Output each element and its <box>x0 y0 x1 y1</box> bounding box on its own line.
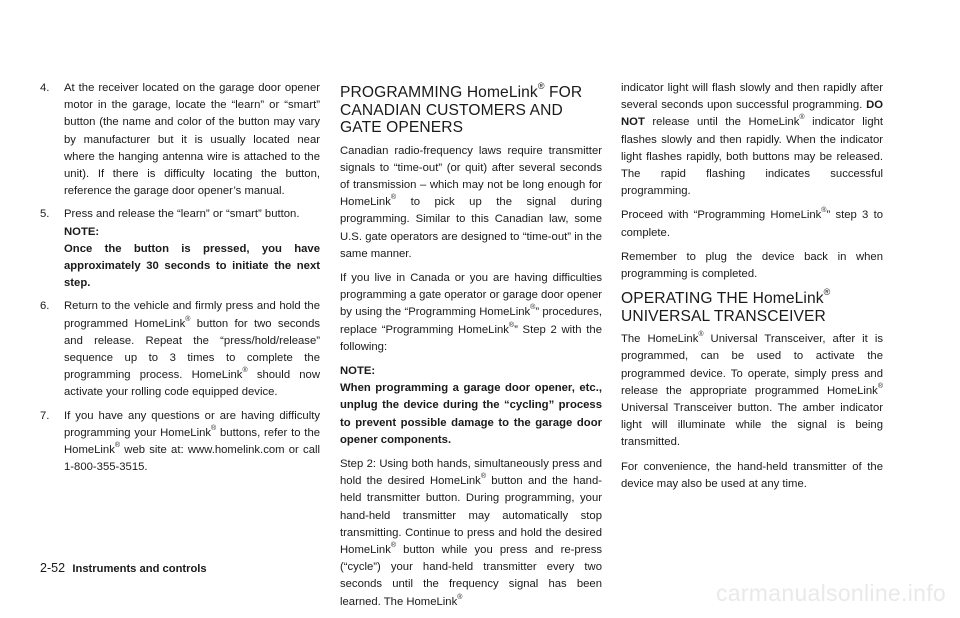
list-text: Return to the vehicle and firmly press and hold the programmed HomeLink® button for two seconds and release. Repeat the “press/hold/release” sequence up to 3 times to complete the programming process. HomeLink® should now activate your rolling code equipped device. <box>64 300 320 399</box>
page-footer <box>40 561 207 575</box>
watermark: carmanualsonline.info <box>715 580 946 606</box>
section-heading-canadian: PROGRAMMING HomeLink® FOR CANADIAN CUSTOMERS AND GATE OPENERS <box>340 81 583 136</box>
list-item-6 <box>40 298 320 401</box>
column-right <box>621 80 883 500</box>
paragraph: If you live in Canada or you are having difficulties programming a gate operator or garage door opener by using the “Programming HomeLink®” procedures, replace “Programming HomeLink®” Step 2 with the following: <box>340 271 602 353</box>
paragraph: Remember to plug the device back in when programming is completed. <box>621 250 883 281</box>
paragraph: The HomeLink® Universal Transceiver, after it is programmed, can be used to activate the programmed device. To operate, simply press and release the appropriate programmed HomeLink® Universal Transceiver button. The amber indicator light will illuminate while the signal is being transmitted. <box>621 331 883 449</box>
list-item-7 <box>40 408 320 477</box>
list-number: 4. <box>40 82 50 94</box>
list-number: 7. <box>40 409 50 422</box>
note-label: NOTE: <box>64 225 100 238</box>
paragraph: Proceed with “Programming HomeLink®” step 3 to complete. <box>621 207 883 239</box>
note-text: Once the button is pressed, you have approximately 30 seconds to initiate the next step. <box>64 242 320 290</box>
paragraph: Step 2: Using both hands, simultaneously press and hold the desired HomeLink® button and the hand-held transmitter button. During programming, your hand-held transmitter may automatically stop transmitting. Continue to press and hold the desired HomeLink® button while you press and re-press (“cycle”) your hand-held transmitter every two seconds until the frequency signal has been learned. The HomeLink® <box>340 457 603 608</box>
list-number: 5. <box>40 208 50 221</box>
section-heading-operating: OPERATING THE HomeLink® UNIVERSAL TRANSCEIVER <box>621 287 831 325</box>
list-item-5 <box>40 206 320 292</box>
note-text: When programming a garage door opener, etc., unplug the device during the “cycling” process to prevent possible damage to the garage door opener components. <box>340 382 602 446</box>
section-title: Instruments and controls <box>72 563 207 575</box>
note-label: NOTE: <box>340 364 376 377</box>
list-text: At the receiver located on the garage door opener motor in the garage, locate the “learn” or “smart” button (the name and color of the button may vary by manufacturer but it is usually located near where the hanging antenna wire is attached to the unit). If there is difficulty locating the button, reference the garage door opener’s manual. <box>64 82 320 198</box>
paragraph: For convenience, the hand-held transmitter of the device may also be used at any time. <box>621 460 883 490</box>
page-number: 2-52 <box>40 561 66 575</box>
list-item-4 <box>40 80 320 200</box>
column-middle <box>340 81 603 618</box>
list-number: 6. <box>40 300 50 313</box>
list-text: Press and release the “learn” or “smart” button. <box>64 208 300 221</box>
column-left <box>40 80 320 482</box>
paragraph: indicator light will flash slowly and then rapidly after several seconds upon successful programming. DO NOT release until the HomeLink® indicator light flashes slowly and then rapidly. When the indicator light flashes rapidly, both buttons may be released. The rapid flashing indicates successful programming. <box>621 82 884 198</box>
paragraph: Canadian radio-frequency laws require transmitter signals to “time-out” (or quit) after several seconds of transmission – which may not be long enough for HomeLink® to pick up the signal during programming. Similar to this Canadian law, some U.S. gate operators are designed to “time-out” in the same manner. <box>340 144 602 260</box>
list-text: If you have any questions or are having difficulty programming your HomeLink® buttons, refer to the HomeLink® web site at: www.homelink.com or call 1-800-355-3515. <box>64 409 321 474</box>
